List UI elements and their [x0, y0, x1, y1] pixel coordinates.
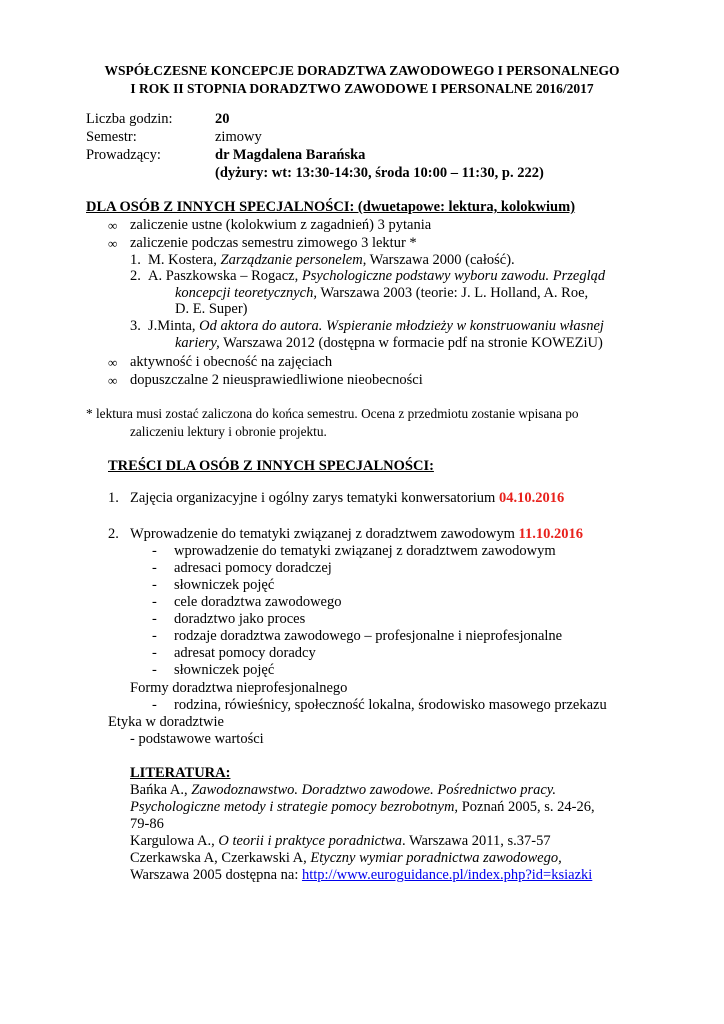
bullet-symbol: ∞ [108, 373, 118, 388]
ethics-heading: Etyka w doradztwie [108, 714, 224, 730]
bullet-oral-exam: zaliczenie ustne (kolokwium z zagadnień) 3 pytania [130, 217, 432, 233]
bullet-symbol: ∞ [108, 236, 118, 251]
reading-3: J.Minta, Od aktora do autora. Wspieranie młodzieży w konstruowaniu własnej [148, 318, 604, 334]
sub-item: cele doradztwa zawodowego [174, 594, 342, 610]
document-subtitle: I ROK II STOPNIA DORADZTWO ZAWODOWE I PERSONALNE 2016/2017 [130, 81, 594, 96]
literature-entry: Czerkawska A, Czerkawski A, Etyczny wymiar poradnictwa zawodowego, [130, 850, 562, 866]
section2-heading: TREŚCI DLA OSÓB Z INNYCH SPECJALNOŚCI: [108, 458, 434, 474]
ethics-item: - podstawowe wartości [130, 731, 264, 747]
literature-entry: Bańka A., Zawodoznawstwo. Doradztwo zawodowe. Pośrednictwo pracy. [130, 782, 557, 798]
item2-number: 2. [108, 526, 119, 542]
semester-value: zimowy [215, 129, 262, 145]
literature-entry: 79-86 [130, 816, 164, 832]
dash: - [152, 697, 157, 713]
item1-date: 04.10.2016 [498, 490, 565, 506]
section1-heading: DLA OSÓB Z INNYCH SPECJALNOŚCI: (dwuetapowe: lektura, kolokwium) [86, 199, 576, 215]
reading-2-cont2: D. E. Super) [175, 301, 248, 317]
dash: - [152, 560, 157, 576]
dash: - [152, 611, 157, 627]
bullet-absences: dopuszczalne 2 nieusprawiedliwione nieobecności [130, 372, 423, 388]
bullet-attendance: aktywność i obecność na zajęciach [130, 354, 333, 370]
forms-heading: Formy doradztwa nieprofesjonalnego [130, 680, 348, 696]
literature-entry: Kargulowa A., O teorii i praktyce poradnictwa. Warszawa 2011, s.37-57 [130, 833, 551, 849]
dash: - [152, 543, 157, 559]
reading-1: M. Kostera, Zarządzanie personelem, Warszawa 2000 (całość). [148, 252, 515, 268]
dash: - [152, 662, 157, 678]
item2: Wprowadzenie do tematyki związanej z doradztwem zawodowym 11.10.2016 [130, 526, 583, 542]
footnote-line1: * lektura musi zostać zaliczona do końca semestru. Ocena z przedmiotu zostanie wpisana po [86, 406, 579, 421]
semester-label: Semestr: [86, 129, 137, 145]
reading-1-number: 1. [130, 252, 141, 268]
dash: - [152, 645, 157, 661]
item2-date: 11.10.2016 [518, 526, 583, 542]
footnote-line2: zaliczeniu lektury i obronie projektu. [130, 424, 327, 439]
sub-item: doradztwo jako proces [174, 611, 306, 627]
document-title: WSPÓŁCZESNE KONCEPCJE DORADZTWA ZAWODOWEGO I PERSONALNEGO [104, 63, 620, 78]
sub-item: słowniczek pojęć [174, 577, 275, 593]
reading-3-number: 3. [130, 318, 141, 334]
literature-entry: Warszawa 2005 dostępna na: http://www.euroguidance.pl/index.php?id=ksiazki [130, 867, 593, 883]
hours-label: Liczba godzin: [86, 111, 173, 127]
dash: - [152, 594, 157, 610]
duty-hours: (dyżury: wt: 13:30-14:30, środa 10:00 – 11:30, p. 222) [215, 165, 544, 181]
dash: - [152, 628, 157, 644]
reading-3-cont: kariery, Warszawa 2012 (dostępna w formacie pdf na stronie KOWEZiU) [175, 335, 603, 351]
euroguidance-link[interactable]: http://www.euroguidance.pl/index.php?id=ksiazki [301, 867, 593, 883]
item1-number: 1. [108, 490, 119, 506]
literature-entry: Psychologiczne metody i strategie pomocy bezrobotnym, Poznań 2005, s. 24-26, [130, 799, 595, 815]
sub-item: słowniczek pojęć [174, 662, 275, 678]
hours-value: 20 [215, 111, 230, 127]
forms-item: rodzina, rówieśnicy, społeczność lokalna, środowisko masowego przekazu [174, 697, 607, 713]
reading-2-number: 2. [130, 268, 141, 284]
reading-2: A. Paszkowska – Rogacz, Psychologiczne podstawy wyboru zawodu. Przegląd [148, 268, 606, 284]
literature-heading: LITERATURA: [130, 765, 231, 781]
lecturer-label: Prowadzący: [86, 147, 161, 163]
item1: Zajęcia organizacyjne i ogólny zarys tematyki konwersatorium 04.10.2016 [130, 490, 565, 506]
bullet-symbol: ∞ [108, 355, 118, 370]
sub-item: adresat pomocy doradcy [174, 645, 316, 661]
sub-item: rodzaje doradztwa zawodowego – profesjonalne i nieprofesjonalne [174, 628, 563, 644]
sub-item: wprowadzenie do tematyki związanej z doradztwem zawodowym [174, 543, 556, 559]
bullet-symbol: ∞ [108, 218, 118, 233]
sub-item: adresaci pomocy doradczej [174, 560, 332, 576]
bullet-readings: zaliczenie podczas semestru zimowego 3 lektur * [130, 235, 417, 251]
lecturer-value: dr Magdalena Barańska [215, 147, 366, 163]
reading-2-cont: koncepcji teoretycznych, Warszawa 2003 (teorie: J. L. Holland, A. Roe, [175, 285, 589, 301]
dash: - [152, 577, 157, 593]
